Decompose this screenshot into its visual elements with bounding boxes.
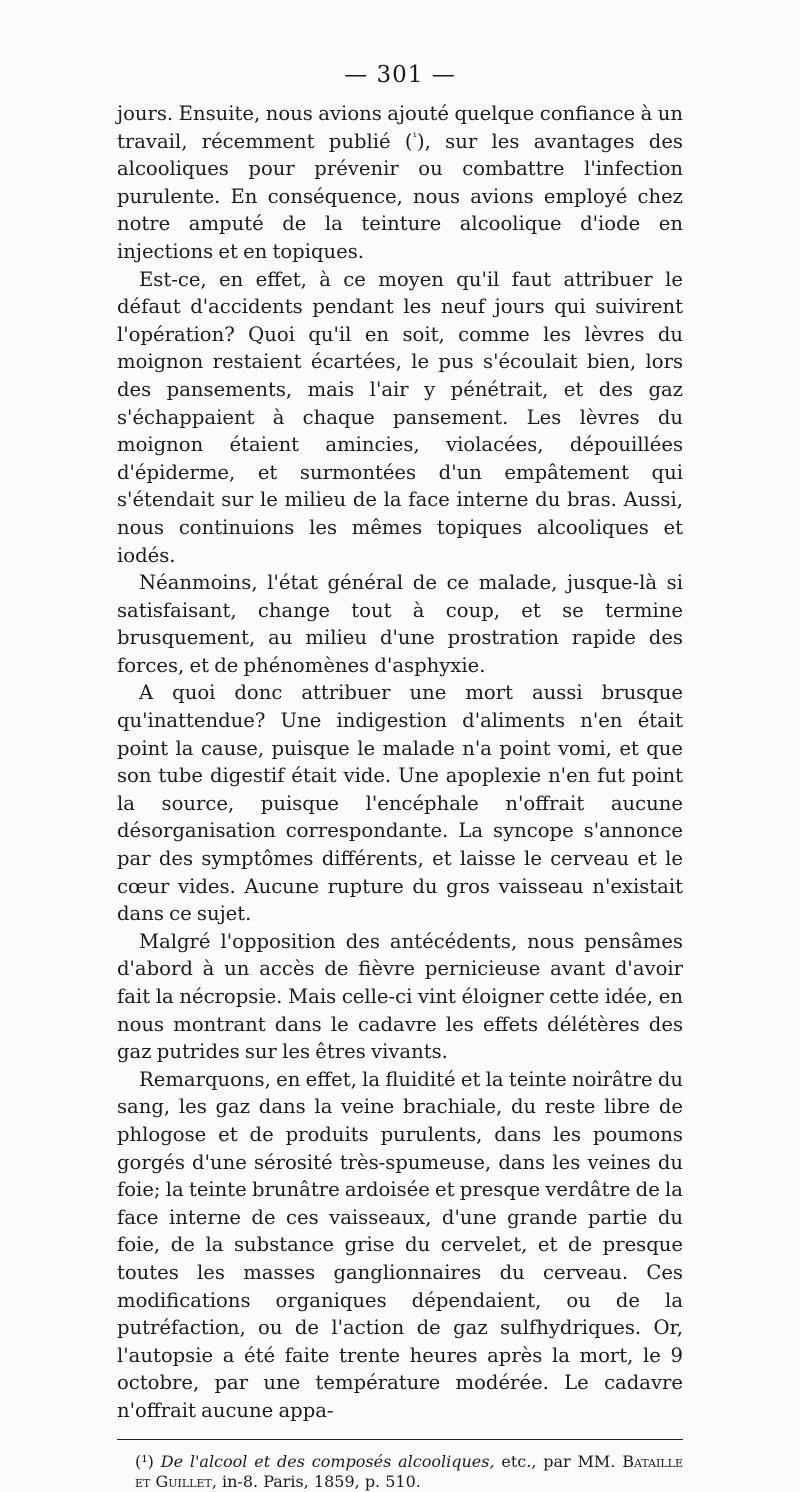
book-page	[117, 62, 683, 1492]
paragraph: jours. Ensuite, nous avions ajouté quelque confiance à un travail, récemment publié ($^{^1}$), sur les avantages des alcooliques pour prévenir ou combattre l'infection purulente. En conséquence, nous avions employé chez notre amputé de la teinture alcoolique d'iode en injections et en topiques.	[117, 102, 683, 263]
footnote-connector: etc., par	[494, 1451, 578, 1471]
paragraph: Est-ce, en effet, à ce moyen qu'il faut attribuer le défaut d'accidents pendant les neuf jours qui suivirent l'opération? Quoi qu'il en soit, comme les lèvres du moignon restaient écartées, le pus s'écoulait bien, lors des pansements, mais l'air y pénétrait, et des gaz s'échappaient à chaque pansement. Les lèvres du moignon étaient amincies, violacées, dépouillées d'épiderme, et surmontées d'un empâtement qui s'étendait sur le milieu de la face interne du bras. Aussi, nous continuions les mêmes topiques alcooliques et iodés.	[117, 267, 683, 567]
footnote-details: in-8. Paris, 1859, p. 510.	[216, 1471, 421, 1491]
footnote-title: De l'alcool et des composés alcooliques,	[160, 1451, 495, 1471]
paragraph: Malgré l'opposition des antécédents, nous pensâmes d'abord à un accès de fièvre pernicieuse avant d'avoir fait la nécropsie. Mais celle-ci vint éloigner cette idée, en nous montrant dans le cadavre les effets délétères des gaz putrides sur les êtres vivants.	[117, 929, 683, 1064]
footnote	[117, 1452, 683, 1492]
footnote-reference[interactable]: ¹	[412, 130, 417, 144]
paragraph: Néanmoins, l'état général de ce malade, jusque-là si satisfaisant, change tout à coup, et se termine brusquement, au milieu d'une prostration rapide des forces, et de phénomènes d'asphyxie.	[117, 571, 683, 677]
footnote-authors: MM. Bataille et Guillet,	[135, 1451, 683, 1491]
paragraph: Remarquons, en effet, la fluidité et la teinte noirâtre du sang, les gaz dans la veine brachiale, du reste libre de phlogose et de produits purulents, dans les poumons gorgés d'une sérosité très-spumeuse, dans les veines du foie; la teinte brunâtre ardoisée et presque verdâtre de la face interne de ces vaisseaux, d'une grande partie du foie, de la substance grise du cervelet, et de presque toutes les masses ganglionnaires du cerveau. Ces modifications organiques dépendaient, ou de la putréfaction, ou de l'action de gaz sulfhydriques. Or, l'autopsie a été faite trente heures après la mort, le 9 octobre, par une température modérée. Le cadavre n'offrait aucune appa-	[117, 1067, 683, 1422]
body-text	[117, 100, 683, 1425]
paragraph: A quoi donc attribuer une mort aussi brusque qu'inattendue? Une indigestion d'aliments n'en était point la cause, puisque le malade n'a point vomi, et que son tube digestif était vide. Une apoplexie n'en fut point la source, puisque l'encéphale n'offrait aucune désorganisation correspondante. La syncope s'annonce par des symptômes différents, et laisse le cerveau et le cœur vides. Aucune rupture du gros vaisseau n'existait dans ce sujet.	[117, 681, 683, 926]
page-number: — 301 —	[344, 62, 456, 88]
footnote-marker: (¹)	[135, 1451, 154, 1471]
footnote-divider	[117, 1439, 683, 1440]
